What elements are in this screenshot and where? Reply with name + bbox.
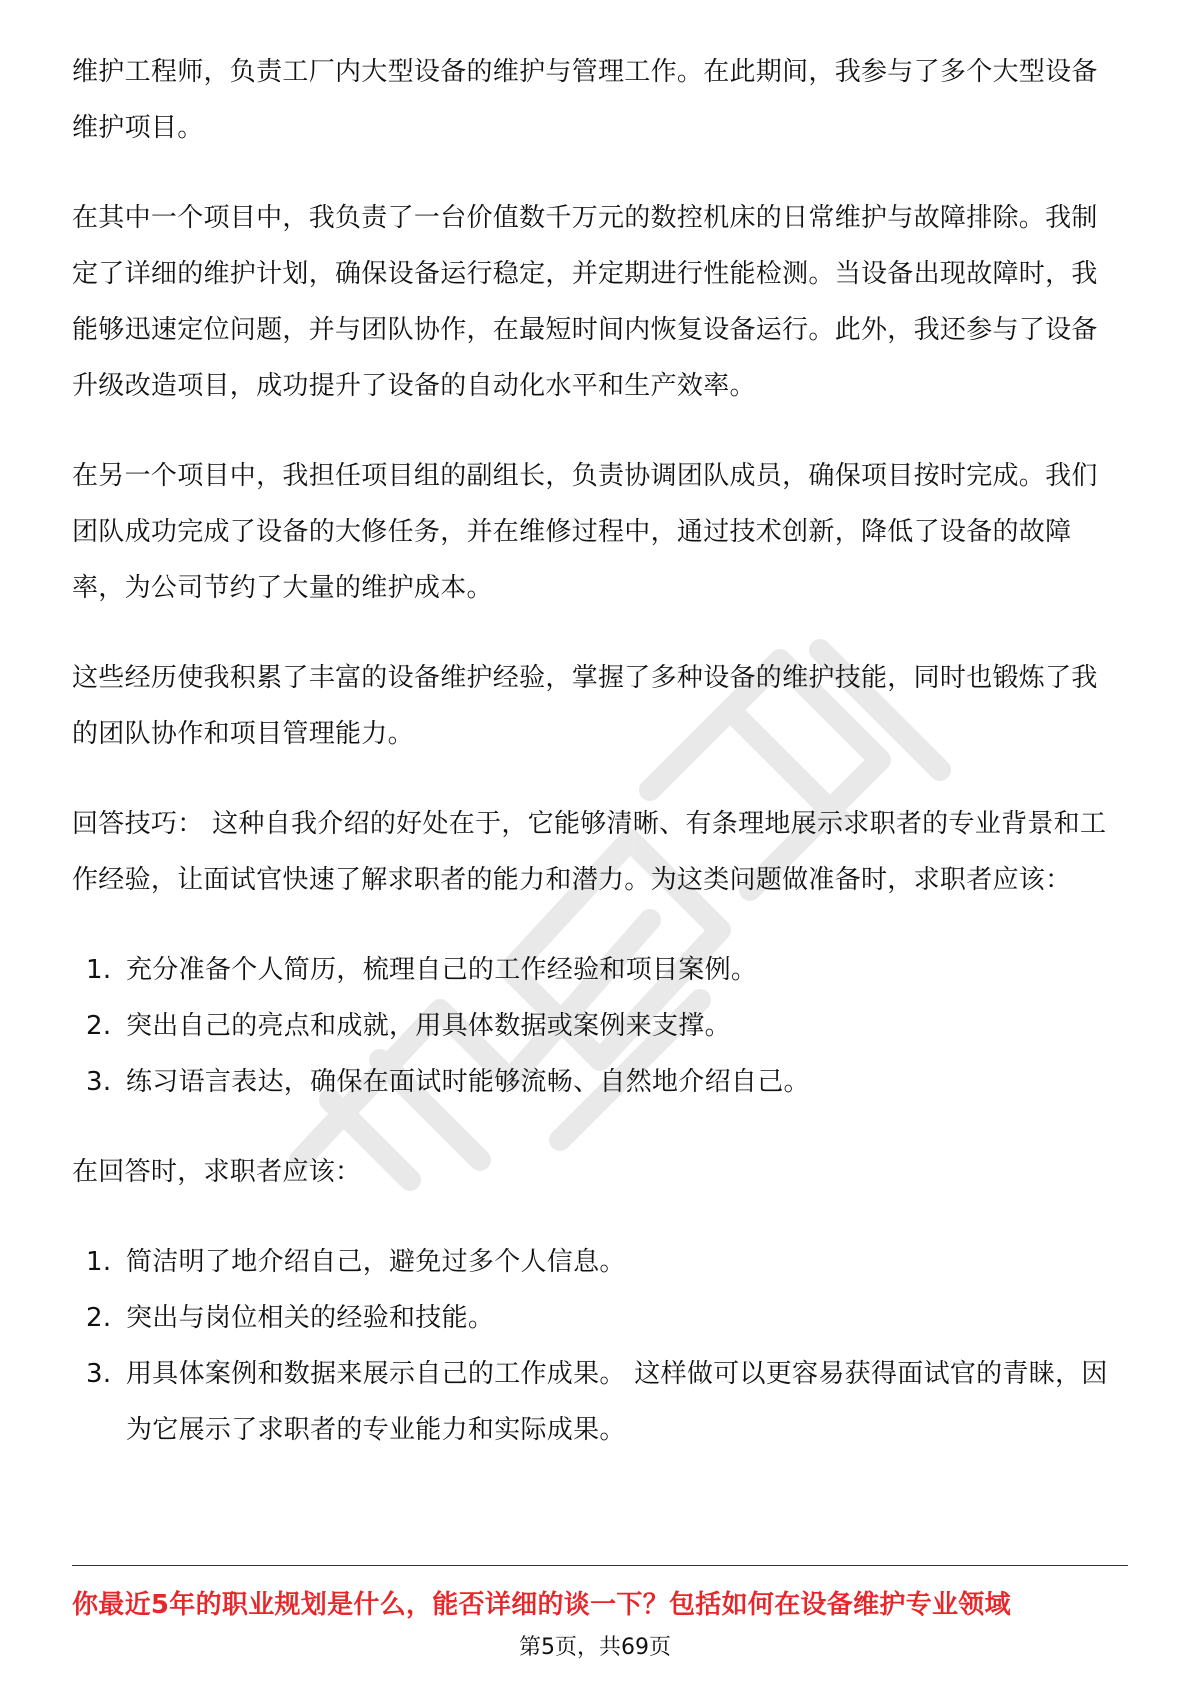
- page-number: 第5页，共69页: [519, 1635, 671, 1660]
- list-item: [72, 1290, 1118, 1346]
- list-number: 2.: [86, 1011, 112, 1041]
- list-number: 1.: [86, 955, 112, 985]
- list-text: 简洁明了地介绍自己，避免过多个人信息。: [126, 1247, 626, 1277]
- list-text: 突出与岗位相关的经验和技能。: [126, 1303, 495, 1333]
- list-number: 3.: [86, 1359, 112, 1389]
- list-number: 1.: [86, 1247, 112, 1277]
- list-text: 充分准备个人简历，梳理自己的工作经验和项目案例。: [126, 955, 758, 985]
- list-item: [72, 942, 1118, 998]
- main-content: [72, 44, 1118, 1458]
- list-item: [72, 998, 1118, 1054]
- paragraph-summary: 这些经历使我积累了丰富的设备维护经验，掌握了多种设备的维护技能，同时也锻炼了我的团队协作和项目管理能力。: [72, 663, 1098, 749]
- next-question-heading: 你最近5年的职业规划是什么，能否详细的谈一下？包括如何在设备维护专业领域: [72, 1590, 1011, 1620]
- list-text: 突出自己的亮点和成就，用具体数据或案例来支撑。: [126, 1011, 731, 1041]
- answer-list: [72, 1234, 1118, 1458]
- list-item: [72, 1054, 1118, 1110]
- paragraph-project-two: 在另一个项目中，我担任项目组的副组长，负责协调团队成员，确保项目按时完成。我们团队成功完成了设备的大修任务，并在维修过程中，通过技术创新，降低了设备的故障率，为公司节约了大量的维护成本。: [72, 461, 1098, 603]
- list-number: 3.: [86, 1067, 112, 1097]
- paragraph-project-one: 在其中一个项目中，我负责了一台价值数千万元的数控机床的日常维护与故障排除。我制定了详细的维护计划，确保设备运行稳定，并定期进行性能检测。当设备出现故障时，我能够迅速定位问题，并与团队协作，在最短时间内恢复设备运行。此外，我还参与了设备升级改造项目，成功提升了设备的自动化水平和生产效率。: [72, 203, 1098, 401]
- section-divider: [72, 1565, 1128, 1566]
- prep-list: [72, 942, 1118, 1110]
- list-number: 2.: [86, 1303, 112, 1333]
- list-item: [72, 1234, 1118, 1290]
- paragraph-answer-intro: 在回答时，求职者应该：: [72, 1157, 362, 1187]
- paragraph-experience-intro: 维护工程师，负责工厂内大型设备的维护与管理工作。在此期间，我参与了多个大型设备维护项目。: [72, 57, 1098, 143]
- list-text: 用具体案例和数据来展示自己的工作成果。 这样做可以更容易获得面试官的青睐，因为它展示了求职者的专业能力和实际成果。: [126, 1359, 1108, 1445]
- paragraph-answer-tips: 回答技巧： 这种自我介绍的好处在于，它能够清晰、有条理地展示求职者的专业背景和工作经验，让面试官快速了解求职者的能力和潜力。为这类问题做准备时，求职者应该：: [72, 809, 1107, 895]
- list-item: [72, 1346, 1118, 1458]
- list-text: 练习语言表达，确保在面试时能够流畅、自然地介绍自己。: [126, 1067, 810, 1097]
